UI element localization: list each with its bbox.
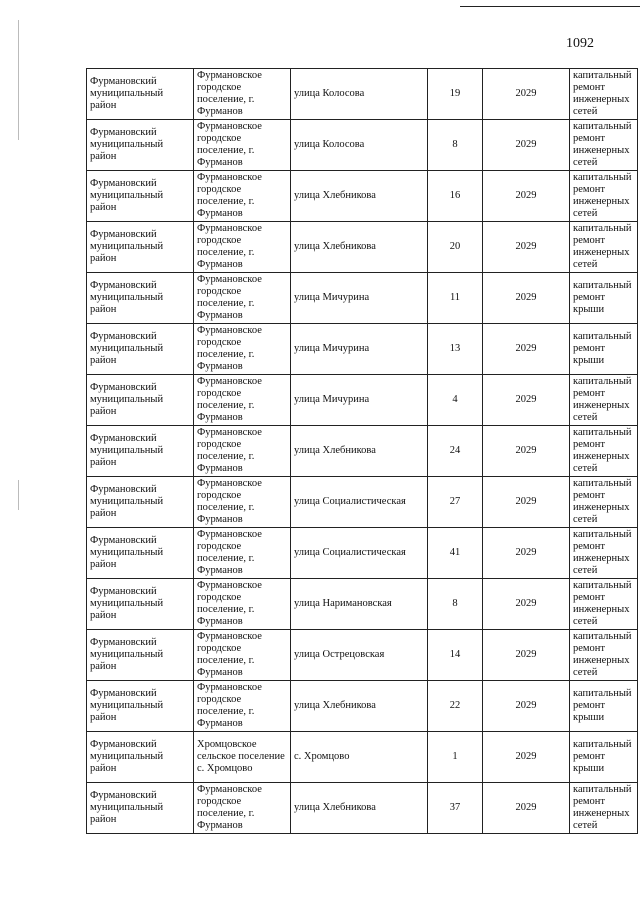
registry-table: [86, 68, 638, 834]
district-cell: Фурмановский муниципальный район: [87, 477, 194, 528]
work-type-cell: капитальный ремонт крыши: [570, 681, 638, 732]
district-cell: Фурмановский муниципальный район: [87, 222, 194, 273]
table-row: [87, 630, 638, 681]
settlement-cell: Фурмановское городское поселение, г. Фурманов: [194, 681, 291, 732]
district-cell: Фурмановский муниципальный район: [87, 732, 194, 783]
house-number-cell: 19: [428, 69, 483, 120]
page-number: 1092: [566, 36, 594, 51]
work-type-cell: капитальный ремонт инженерных сетей: [570, 426, 638, 477]
table-row: [87, 273, 638, 324]
settlement-cell: Фурмановское городское поселение, г. Фурманов: [194, 579, 291, 630]
work-type-cell: капитальный ремонт инженерных сетей: [570, 630, 638, 681]
year-cell: 2029: [483, 222, 570, 273]
district-cell: Фурмановский муниципальный район: [87, 120, 194, 171]
year-cell: 2029: [483, 630, 570, 681]
work-type-cell: капитальный ремонт крыши: [570, 732, 638, 783]
settlement-cell: Фурмановское городское поселение, г. Фурманов: [194, 630, 291, 681]
street-cell: улица Наримановская: [291, 579, 428, 630]
district-cell: Фурмановский муниципальный район: [87, 273, 194, 324]
settlement-cell: Фурмановское городское поселение, г. Фурманов: [194, 222, 291, 273]
settlement-cell: Хромцовское сельское поселение с. Хромцово: [194, 732, 291, 783]
street-cell: с. Хромцово: [291, 732, 428, 783]
street-cell: улица Хлебникова: [291, 222, 428, 273]
table-row: [87, 732, 638, 783]
street-cell: улица Острецовская: [291, 630, 428, 681]
house-number-cell: 16: [428, 171, 483, 222]
district-cell: Фурмановский муниципальный район: [87, 426, 194, 477]
district-cell: Фурмановский муниципальный район: [87, 171, 194, 222]
year-cell: 2029: [483, 375, 570, 426]
year-cell: 2029: [483, 783, 570, 834]
house-number-cell: 27: [428, 477, 483, 528]
work-type-cell: капитальный ремонт инженерных сетей: [570, 69, 638, 120]
settlement-cell: Фурмановское городское поселение, г. Фурманов: [194, 120, 291, 171]
settlement-cell: Фурмановское городское поселение, г. Фурманов: [194, 324, 291, 375]
year-cell: 2029: [483, 171, 570, 222]
street-cell: улица Мичурина: [291, 273, 428, 324]
year-cell: 2029: [483, 120, 570, 171]
street-cell: улица Мичурина: [291, 375, 428, 426]
scan-margin-mark: [18, 20, 19, 140]
table-row: [87, 324, 638, 375]
table-row: [87, 375, 638, 426]
table-row: [87, 69, 638, 120]
street-cell: улица Колосова: [291, 120, 428, 171]
work-type-cell: капитальный ремонт крыши: [570, 273, 638, 324]
street-cell: улица Социалистическая: [291, 477, 428, 528]
table-row: [87, 783, 638, 834]
street-cell: улица Социалистическая: [291, 528, 428, 579]
street-cell: улица Хлебникова: [291, 783, 428, 834]
settlement-cell: Фурмановское городское поселение, г. Фурманов: [194, 426, 291, 477]
settlement-cell: Фурмановское городское поселение, г. Фурманов: [194, 783, 291, 834]
year-cell: 2029: [483, 69, 570, 120]
year-cell: 2029: [483, 477, 570, 528]
year-cell: 2029: [483, 324, 570, 375]
work-type-cell: капитальный ремонт инженерных сетей: [570, 579, 638, 630]
house-number-cell: 37: [428, 783, 483, 834]
registry-table-body: [87, 69, 638, 834]
street-cell: улица Хлебникова: [291, 426, 428, 477]
street-cell: улица Хлебникова: [291, 681, 428, 732]
table-row: [87, 681, 638, 732]
settlement-cell: Фурмановское городское поселение, г. Фурманов: [194, 273, 291, 324]
settlement-cell: Фурмановское городское поселение, г. Фурманов: [194, 69, 291, 120]
table-row: [87, 528, 638, 579]
work-type-cell: капитальный ремонт инженерных сетей: [570, 783, 638, 834]
house-number-cell: 13: [428, 324, 483, 375]
settlement-cell: Фурмановское городское поселение, г. Фурманов: [194, 528, 291, 579]
year-cell: 2029: [483, 273, 570, 324]
house-number-cell: 4: [428, 375, 483, 426]
work-type-cell: капитальный ремонт инженерных сетей: [570, 528, 638, 579]
house-number-cell: 24: [428, 426, 483, 477]
settlement-cell: Фурмановское городское поселение, г. Фурманов: [194, 171, 291, 222]
year-cell: 2029: [483, 681, 570, 732]
district-cell: Фурмановский муниципальный район: [87, 528, 194, 579]
settlement-cell: Фурмановское городское поселение, г. Фурманов: [194, 375, 291, 426]
scan-margin-mark: [18, 480, 19, 510]
district-cell: Фурмановский муниципальный район: [87, 69, 194, 120]
work-type-cell: капитальный ремонт инженерных сетей: [570, 375, 638, 426]
house-number-cell: 22: [428, 681, 483, 732]
district-cell: Фурмановский муниципальный район: [87, 681, 194, 732]
house-number-cell: 1: [428, 732, 483, 783]
year-cell: 2029: [483, 426, 570, 477]
scan-edge-line: [460, 6, 640, 7]
street-cell: улица Колосова: [291, 69, 428, 120]
table-row: [87, 222, 638, 273]
house-number-cell: 8: [428, 120, 483, 171]
table-row: [87, 426, 638, 477]
work-type-cell: капитальный ремонт инженерных сетей: [570, 222, 638, 273]
table-row: [87, 579, 638, 630]
settlement-cell: Фурмановское городское поселение, г. Фурманов: [194, 477, 291, 528]
district-cell: Фурмановский муниципальный район: [87, 630, 194, 681]
house-number-cell: 20: [428, 222, 483, 273]
house-number-cell: 11: [428, 273, 483, 324]
work-type-cell: капитальный ремонт инженерных сетей: [570, 120, 638, 171]
year-cell: 2029: [483, 579, 570, 630]
table-row: [87, 171, 638, 222]
house-number-cell: 14: [428, 630, 483, 681]
street-cell: улица Мичурина: [291, 324, 428, 375]
year-cell: 2029: [483, 528, 570, 579]
work-type-cell: капитальный ремонт крыши: [570, 324, 638, 375]
district-cell: Фурмановский муниципальный район: [87, 783, 194, 834]
work-type-cell: капитальный ремонт инженерных сетей: [570, 171, 638, 222]
house-number-cell: 8: [428, 579, 483, 630]
table-row: [87, 477, 638, 528]
work-type-cell: капитальный ремонт инженерных сетей: [570, 477, 638, 528]
table-row: [87, 120, 638, 171]
district-cell: Фурмановский муниципальный район: [87, 375, 194, 426]
district-cell: Фурмановский муниципальный район: [87, 579, 194, 630]
district-cell: Фурмановский муниципальный район: [87, 324, 194, 375]
house-number-cell: 41: [428, 528, 483, 579]
street-cell: улица Хлебникова: [291, 171, 428, 222]
year-cell: 2029: [483, 732, 570, 783]
